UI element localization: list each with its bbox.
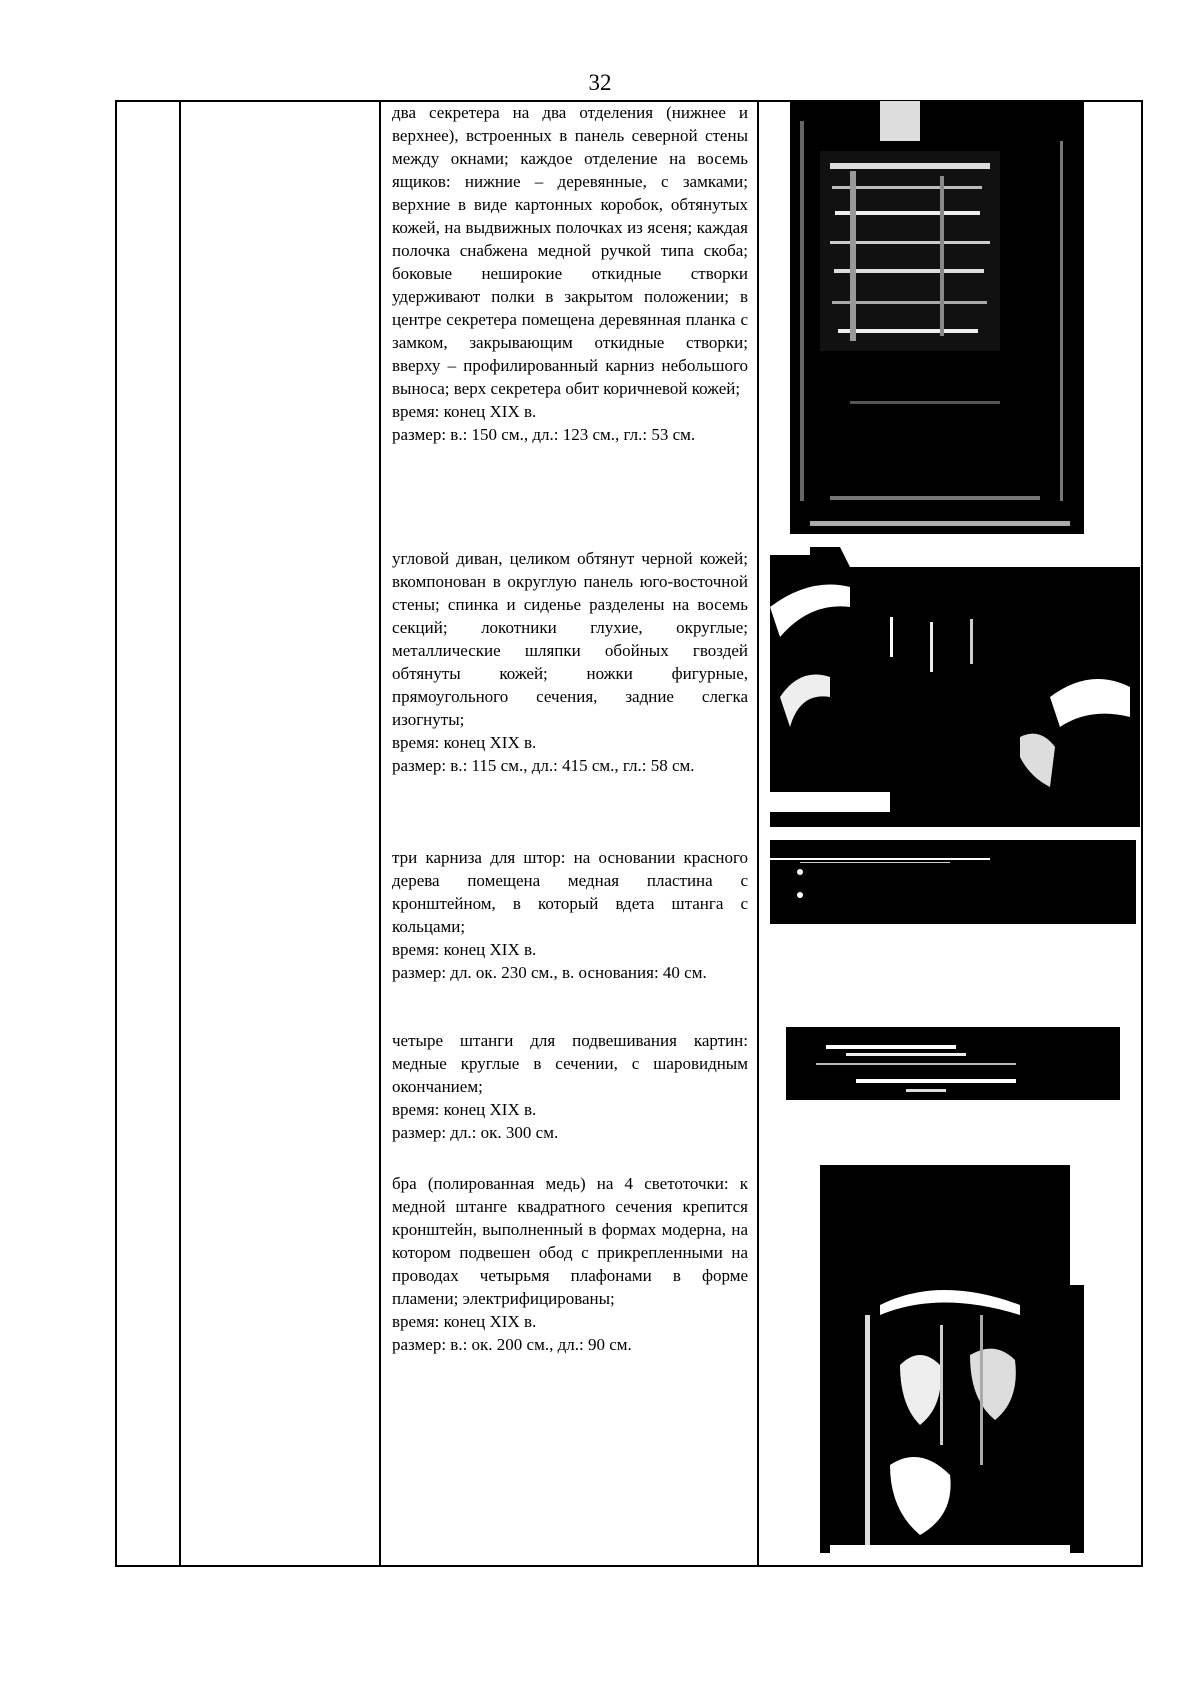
entry-secretaire: [392, 101, 748, 446]
page-number: 32: [588, 70, 612, 95]
photo-secretaire: [790, 101, 1084, 534]
entry-description: два секретера на два отделения (нижнее и верхнее), встроенных в панель северной стены между окнами; каждое отделение на восемь ящиков: нижние – деревянные, с замками; верхние в виде картонных коробок, обтянутых кожей, на выдвижных полочках из ясеня; каждая полочка снабжена медной ручкой типа скоба; боковые неширокие откидные створки удерживают полки в закрытом положении; в центре секретера помещена деревянная планка с замком, закрывающим откидные створки; вверху – профилированный карниз небольшого выноса; верх секретера обит коричневой кожей;: [392, 103, 748, 398]
column-divider: [179, 102, 181, 1565]
entry-time: время: конец XIX в.: [392, 402, 537, 421]
entry-description: бра (полированная медь) на 4 светоточки: к медной штанге квадратного сечения крепится кронштейн, выполненный в формах модерна, на котором подвешен обод с прикрепленными на проводах четырьмя плафонами в форме пламени; электрифицированы;: [392, 1174, 748, 1308]
entry-size: размер: дл. ок. 230 см., в. основания: 40 см.: [392, 963, 707, 982]
entry-curtain-cornices: [392, 846, 748, 984]
column-divider: [379, 102, 381, 1565]
entry-description: три карниза для штор: на основании красного дерева помещена медная пластина с кронштейном, в который вдета штанга с кольцами;: [392, 848, 748, 936]
photo-curtain-cornices: [770, 840, 1136, 924]
entry-size: размер: в.: 150 см., дл.: 123 см., гл.: 53 см.: [392, 425, 696, 444]
entry-size: размер: в.: 115 см., дл.: 415 см., гл.: 58 см.: [392, 756, 695, 775]
entry-sconce: [392, 1172, 748, 1356]
entry-time: время: конец XIX в.: [392, 733, 537, 752]
entry-size: размер: в.: ок. 200 см., дл.: 90 см.: [392, 1335, 632, 1354]
entry-corner-sofa: [392, 547, 748, 777]
entry-time: время: конец XIX в.: [392, 940, 537, 959]
entry-picture-rods: [392, 1029, 748, 1144]
entry-size: размер: дл.: ок. 300 см.: [392, 1123, 559, 1142]
entry-time: время: конец XIX в.: [392, 1100, 537, 1119]
photo-sconce: [820, 1165, 1084, 1553]
entry-description: угловой диван, целиком обтянут черной кожей; вкомпонован в округлую панель юго-восточной стены; спинка и сиденье разделены на восемь секций; локотники глухие, округлые; металлические шляпки обойных гвоздей обтянуты кожей; ножки фигурные, прямоугольного сечения, задние слегка изогнуты;: [392, 549, 748, 729]
column-divider: [757, 102, 759, 1565]
photo-picture-rods: [786, 1027, 1120, 1100]
photo-corner-sofa: [770, 547, 1140, 827]
entry-time: время: конец XIX в.: [392, 1312, 537, 1331]
entry-description: четыре штанги для подвешивания картин: медные круглые в сечении, с шаровидным окончанием;: [392, 1031, 748, 1096]
